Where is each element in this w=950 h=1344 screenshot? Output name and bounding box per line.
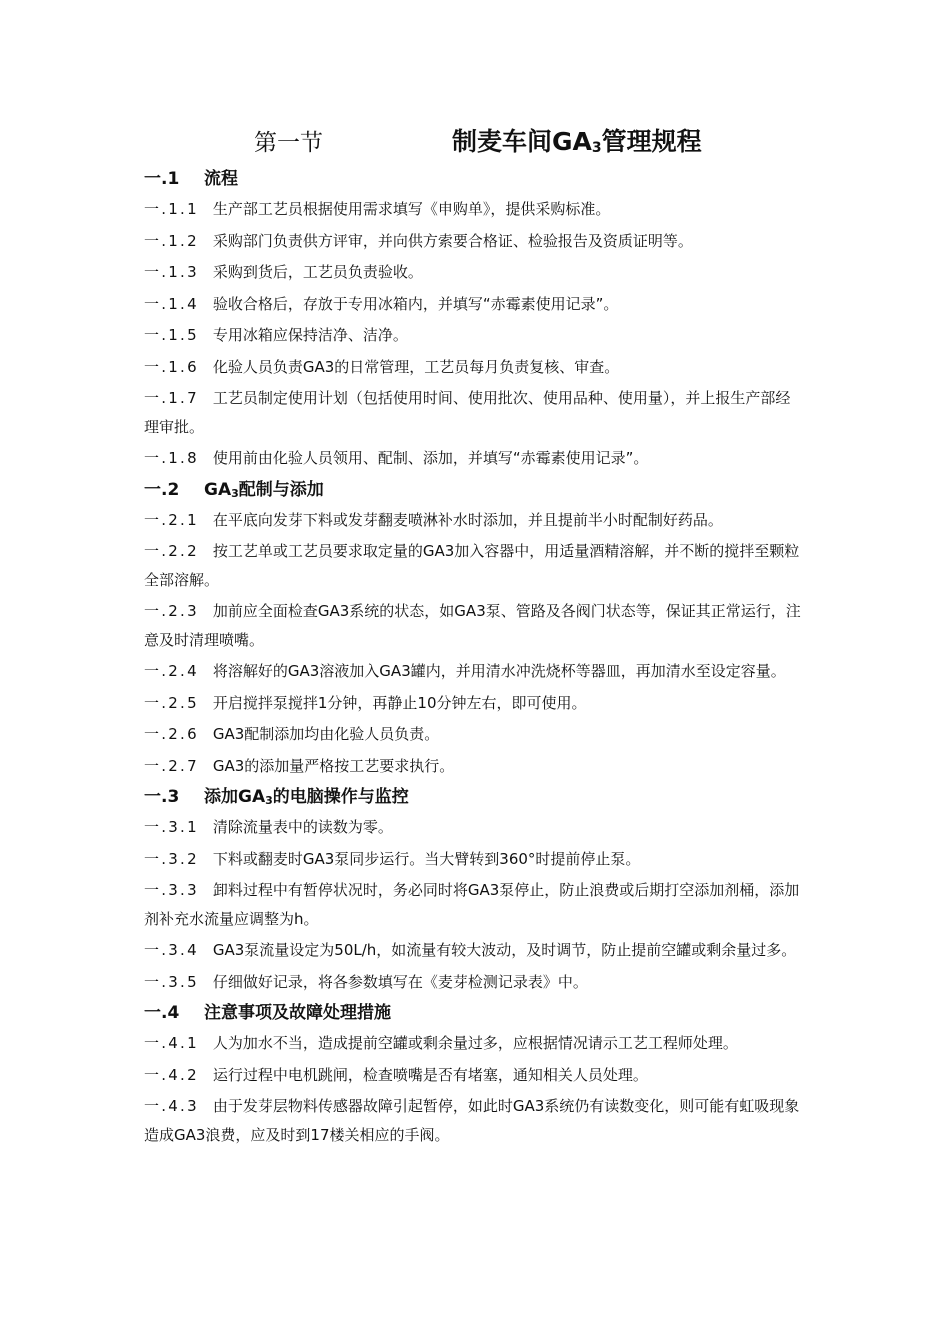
section-title: GA <box>204 479 232 500</box>
clause-item <box>144 258 804 287</box>
clause-item <box>144 353 804 382</box>
clause-item <box>144 597 804 654</box>
clause-text: 开启搅拌泵搅拌1分钟，再静止10分钟左右，即可使用。 <box>212 693 587 712</box>
clause-text: 仔细做好记录，将各参数填写在《麦芽检测记录表》中。 <box>212 972 588 991</box>
clause-text: 运行过程中电机跳闸，检查喷嘴是否有堵塞，通知相关人员处理。 <box>212 1065 648 1084</box>
clause-number: 一.3.2 <box>144 849 199 868</box>
clause-item <box>144 290 804 319</box>
clause-number: 一.4.1 <box>144 1034 199 1052</box>
clause-number: 一.2.5 <box>144 693 199 712</box>
clause-number: 一.2.6 <box>144 725 199 743</box>
clause-item <box>144 845 804 874</box>
clause-number: 一.2.2 <box>144 542 199 560</box>
clause-text: 按工艺单或工艺员要求取定量的GA3加入容器中，用适量酒精溶解，并不断的搅拌至颗粒全部溶解。 <box>144 542 800 589</box>
clause-number: 一.1.4 <box>144 294 199 313</box>
section-number: 一.4 <box>144 1003 180 1023</box>
section-2 <box>144 476 804 781</box>
section-number: 一.2 <box>144 479 180 500</box>
clause-number: 一.3.1 <box>144 818 199 836</box>
clause-item <box>144 444 804 473</box>
section-4 <box>144 999 804 1149</box>
clause-number: 一.3.4 <box>144 941 199 959</box>
section-1 <box>144 165 804 473</box>
clause-number: 一.1.8 <box>144 449 199 467</box>
clause-item <box>144 321 804 350</box>
clause-text: 在平底向发芽下料或发芽翻麦喷淋补水时添加，并且提前半小时配制好药品。 <box>212 510 723 529</box>
clause-item <box>144 720 804 749</box>
clause-item <box>144 1092 804 1149</box>
section-heading <box>144 476 804 504</box>
section-number: 一.1 <box>144 169 180 189</box>
clause-number: 一.1.2 <box>144 231 199 250</box>
clause-item <box>144 657 804 686</box>
clause-text: 采购部门负责供方评审，并向供方索要合格证、检验报告及资质证明等。 <box>212 231 693 250</box>
section-number: 一.3 <box>144 787 180 807</box>
clause-text: 卸料过程中有暂停状况时，务必同时将GA3泵停止，防止浪费或后期打空添加剂桶，添加剂补充水流量应调整为h。 <box>144 881 800 928</box>
clause-text: GA3的添加量严格按工艺要求执行。 <box>212 756 455 775</box>
clause-text: 下料或翻麦时GA3泵同步运行。当大臂转到360°时提前停止泵。 <box>212 849 641 868</box>
section-heading <box>144 165 804 193</box>
section-title: 流程 <box>204 169 238 189</box>
page-title-subscript: 3 <box>591 140 602 156</box>
page-title-part2: 管理规程 <box>601 127 702 156</box>
section-heading <box>144 999 804 1027</box>
clause-number: 一.2.7 <box>144 756 199 775</box>
section-title: 添加GA <box>204 787 266 807</box>
clause-number: 一.2.4 <box>144 662 199 680</box>
document-body <box>144 163 804 1152</box>
clause-number: 一.1.7 <box>144 389 199 407</box>
clause-number: 一.1.5 <box>144 326 199 344</box>
clause-number: 一.3.5 <box>144 972 199 991</box>
page-title <box>452 122 702 158</box>
clause-item <box>144 227 804 256</box>
section-title-continued: 的电脑操作与监控 <box>272 787 409 807</box>
section-heading <box>144 783 804 811</box>
clause-text: GA3泵流量设定为50L/h，如流量有较大波动，及时调节，防止提前空罐或剩余量过多。 <box>212 941 797 959</box>
clause-text: 人为加水不当，造成提前空罐或剩余量过多，应根据情况请示工艺工程师处理。 <box>212 1034 738 1052</box>
clause-text: 将溶解好的GA3溶液加入GA3罐内，并用清水冲洗烧杯等器皿，再加清水至设定容量。 <box>212 662 786 680</box>
clause-text: 加前应全面检查GA3系统的状态，如GA3泵、管路及各阀门状态等，保证其正常运行，注意及时清理喷嘴。 <box>144 602 801 649</box>
section-title-subscript: 3 <box>265 794 273 807</box>
clause-item <box>144 968 804 997</box>
section-3 <box>144 783 804 996</box>
clause-text: 采购到货后，工艺员负责验收。 <box>212 263 423 281</box>
clause-number: 一.1.6 <box>144 357 199 376</box>
clause-item <box>144 752 804 781</box>
clause-number: 一.3.3 <box>144 881 199 899</box>
title-row <box>0 120 950 160</box>
clause-item <box>144 936 804 965</box>
page-title-part1: 制麦车间GA <box>452 127 592 156</box>
section-title-continued: 配制与添加 <box>238 479 324 500</box>
clause-item <box>144 876 804 933</box>
clause-item <box>144 1061 804 1090</box>
clause-item <box>144 506 804 535</box>
clause-text: 清除流量表中的读数为零。 <box>212 818 393 836</box>
clause-text: 生产部工艺员根据使用需求填写《申购单》，提供采购标准。 <box>212 200 611 218</box>
clause-text: 工艺员制定使用计划（包括使用时间、使用批次、使用品种、使用量），并上报生产部经理审批。 <box>144 389 791 436</box>
clause-item <box>144 689 804 718</box>
clause-item <box>144 195 804 224</box>
clause-text: 化验人员负责GA3的日常管理，工艺员每月负责复核、审查。 <box>212 357 620 376</box>
clause-number: 一.4.3 <box>144 1097 199 1115</box>
section-title-subscript: 3 <box>231 486 239 500</box>
clause-text: 验收合格后，存放于专用冰箱内，并填写“赤霉素使用记录”。 <box>212 294 619 313</box>
clause-number: 一.4.2 <box>144 1065 199 1084</box>
clause-number: 一.1.3 <box>144 263 199 281</box>
clause-number: 一.2.3 <box>144 602 199 620</box>
clause-text: GA3配制添加均由化验人员负责。 <box>212 725 440 743</box>
clause-text: 使用前由化验人员领用、配制、添加，并填写“赤霉素使用记录”。 <box>212 449 649 467</box>
clause-text: 专用冰箱应保持洁净、洁净。 <box>212 326 408 344</box>
clause-number: 一.1.1 <box>144 200 199 218</box>
clause-item <box>144 537 804 594</box>
clause-text: 由于发芽层物料传感器故障引起暂停，如此时GA3系统仍有读数变化，则可能有虹吸现象造成GA3浪费，应及时到17楼关相应的手阀。 <box>144 1097 800 1144</box>
clause-number: 一.2.1 <box>144 510 199 529</box>
section-title: 注意事项及故障处理措施 <box>204 1003 391 1023</box>
clause-item <box>144 384 804 441</box>
section-label: 第一节 <box>254 130 323 156</box>
clause-item <box>144 1029 804 1058</box>
clause-item <box>144 813 804 842</box>
